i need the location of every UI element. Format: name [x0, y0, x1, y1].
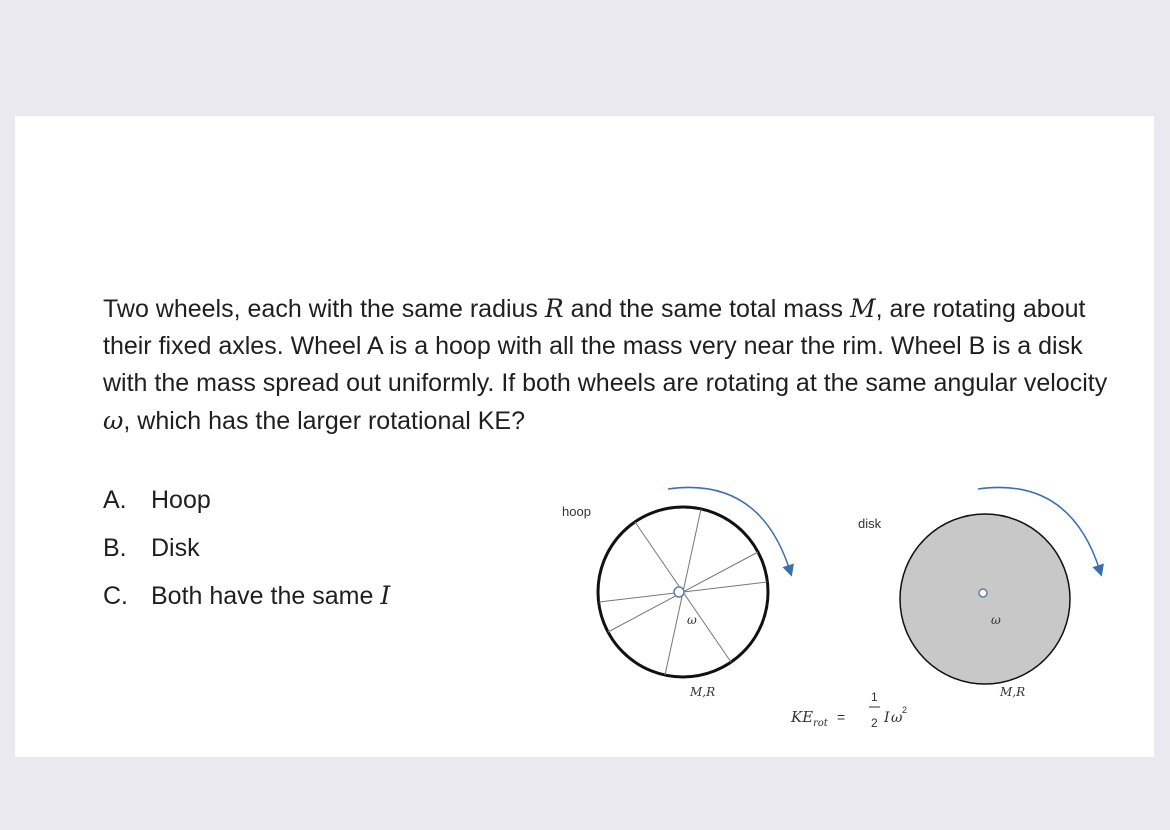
choice-b-text: Disk: [151, 534, 200, 562]
formula-denominator: 2: [871, 716, 878, 730]
hoop-axle: [674, 587, 684, 597]
disk-label: disk: [858, 516, 882, 531]
choice-c-letter: C.: [103, 582, 128, 610]
formula-numerator: 1: [871, 690, 878, 704]
variable-i: I: [380, 581, 391, 610]
disk-body: [900, 514, 1070, 684]
hoop-omega-label: ω: [687, 613, 697, 627]
choice-c-text: Both have the same: [151, 582, 381, 610]
hoop-rotation-arrow: [668, 487, 790, 571]
formula-equals: =: [837, 709, 846, 725]
choice-a-letter: A.: [103, 486, 127, 514]
slide: [15, 116, 1154, 757]
rotational-ke-formula: [790, 690, 907, 730]
question-part-1: Two wheels, each with the same radius: [103, 295, 545, 323]
variable-r: R: [544, 294, 564, 323]
hoop-mass-radius-label: M,R: [690, 685, 716, 699]
disk-mass-radius-label: M,R: [1000, 685, 1026, 699]
formula-subscript: rot: [813, 718, 828, 729]
variable-omega: ω: [103, 406, 124, 435]
wheels-diagram: [15, 116, 1154, 757]
formula-exponent: 2: [902, 705, 908, 715]
variable-m: M: [849, 294, 876, 323]
question-part-2: and the same total mass: [563, 295, 850, 323]
formula-i: I: [884, 710, 890, 726]
choice-a-text: Hoop: [151, 486, 211, 514]
question-part-3: , are rotating about their fixed axles. Wheel A is a hoop with all the mass very near the rim. Wheel B is a disk with the mass spread out uniformly. If both wheels are rotating at the same angular velocity: [103, 295, 1108, 397]
hoop-label: hoop: [562, 504, 591, 519]
choice-b-letter: B.: [103, 534, 127, 562]
hoop-wheel: [562, 487, 790, 699]
disk-axle: [979, 589, 987, 597]
question-part-4: , which has the larger rotational KE?: [123, 407, 526, 435]
formula-omega: ω: [891, 710, 903, 726]
disk-wheel: [858, 487, 1100, 699]
disk-omega-label: ω: [991, 613, 1001, 627]
formula-ke: KE: [791, 708, 814, 726]
